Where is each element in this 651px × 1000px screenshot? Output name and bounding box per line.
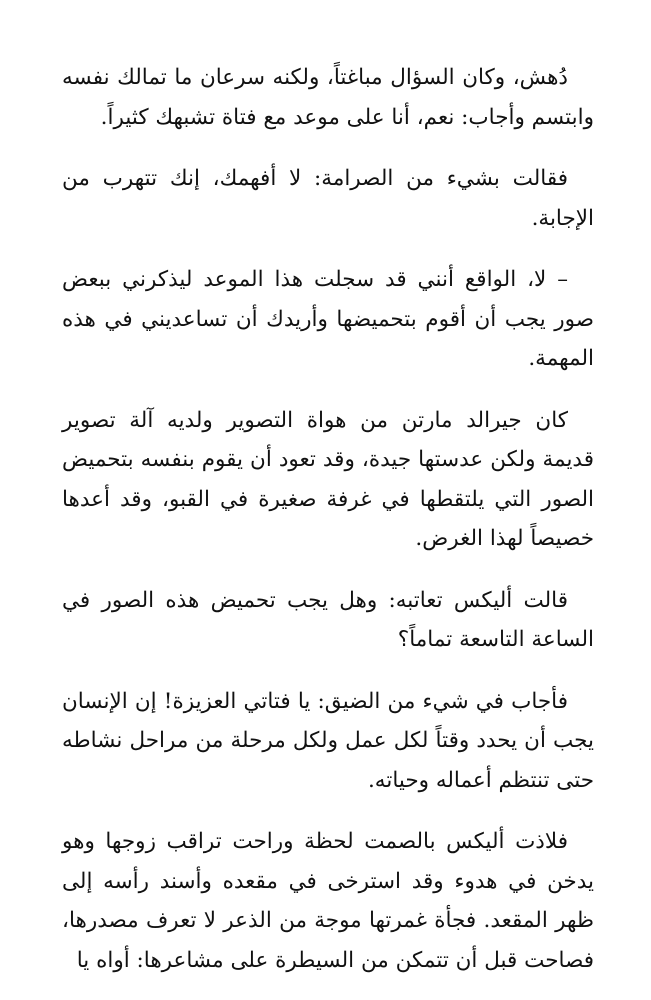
paragraph-5: قالت أليكس تعاتبه: وهل يجب تحميض هذه الصور في الساعة التاسعة تماماً؟ [62, 587, 594, 652]
paragraph-1: دُهش، وكان السؤال مباغتاً، ولكنه سرعان ما تمالك نفسه وابتسم وأجاب: نعم، أنا على موعد مع فتاة تشبهك كثيراً. [62, 65, 594, 130]
paragraph-7: فلاذت أليكس بالصمت لحظة وراحت تراقب زوجها وهو يدخن في هدوء وقد استرخى في مقعده وأسند رأسه إلى ظهر المقعد. فجأة غمرتها موجة من الذعر لا تعرف مصدرها، فصاحت قبل أن تتمكن من السيطرة على مشاعرها: أواه يا [62, 829, 594, 973]
book-page [62, 58, 594, 980]
paragraph-4: كان جيرالد مارتن من هواة التصوير ولديه آلة تصوير قديمة ولكن عدستها جيدة، وقد تعود أن يقوم بنفسه بتحميض الصور التي يلتقطها في غرفة صغيرة في القبو، وقد أعدها خصيصاً لهذا الغرض. [62, 407, 594, 551]
paragraph-2: فقالت بشيء من الصرامة: لا أفهمك، إنك تتهرب من الإجابة. [62, 166, 594, 231]
paragraph-6: فأجاب في شيء من الضيق: يا فتاتي العزيزة! إن الإنسان يجب أن يحدد وقتاً لكل عمل ولكل مرحلة من مراحل نشاطه حتى تنتظم أعماله وحياته. [62, 688, 594, 793]
paragraph-3: – لا، الواقع أنني قد سجلت هذا الموعد ليذكرني ببعض صور يجب أن أقوم بتحميضها وأريدك أن تساعديني في هذه المهمة. [62, 267, 594, 371]
